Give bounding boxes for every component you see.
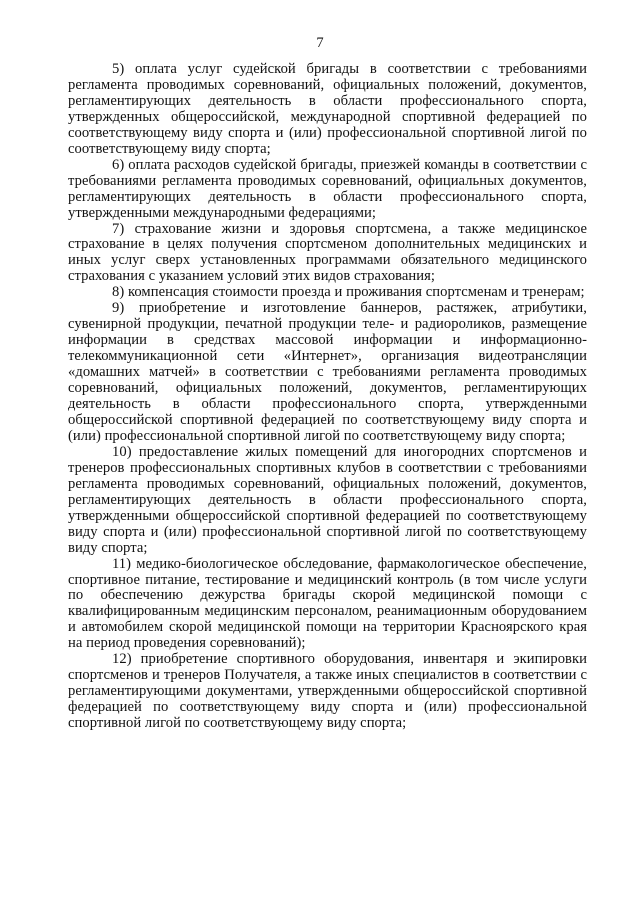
paragraph-item-6: 6) оплата расходов судейской бригады, приезжей команды в соответствии с требованиями регламента проводимых соревнований, официальных документов, регламентирующих деятельность в области профессионального спорта, утвержденными международными федерациями; — [68, 156, 587, 221]
paragraph-item-8: 8) компенсация стоимости проезда и проживания спортсменам и тренерам; — [112, 284, 585, 301]
paragraph-item-10: 10) предоставление жилых помещений для иногородних спортсменов и тренеров профессиональных спортивных клубов в соответствии с требованиями регламента проводимых соревнований, официальных положений, документов, регламентирующих деятельность в области профессионального спорта, утвержденными общероссийской спортивной федерацией по соответствующему виду спорта и (или) профессиональной спортивной лигой по соответствующему виду спорта; — [68, 443, 587, 556]
paragraph-item-5: 5) оплата услуг судейской бригады в соответствии с требованиями регламента проводимых соревнований, официальных положений, документов, регламентирующих деятельность в области профессионального спорта, утвержденных общероссийской, международной спортивной федерацией по соответствующему виду спорта и (или) профессиональной спортивной лигой по соответствующему виду спорта; — [68, 61, 587, 157]
paragraph-item-9: 9) приобретение и изготовление баннеров, растяжек, атрибутики, сувенирной продукции, печатной продукции теле- и радиороликов, размещение информации в средствах массовой информации и информационно-телекоммуникационной сети «Интернет», организация видеотрансляции «домашних матчей» в соответствии с требованиями регламента проводимых соревнований, официальных положений, документов, регламентирующих деятельность в области профессионального спорта, утвержденными общероссийской спортивной федерацией по соответствующему виду спорта и (или) профессиональной спортивной лигой по соответствующему виду спорта; — [68, 300, 587, 444]
body-text — [68, 62, 587, 732]
paragraph-item-7: 7) страхование жизни и здоровья спортсмена, а также медицинское страхование в целях получения спортсменом дополнительных медицинских и иных услуг сверх установленных программами обязательного медицинского страхования с указанием условий этих видов страхования; — [68, 220, 587, 285]
paragraph-item-11: 11) медико-биологическое обследование, фармакологическое обеспечение, спортивное питание, тестирование и медицинский контроль (в том числе услуги по обеспечению дежурства бригады скорой медицинской помощи с квалифицированным медицинским персоналом, реанимационным оборудованием и автомобилем скорой медицинской помощи на территории Красноярского края на период проведения соревнований); — [68, 555, 587, 652]
paragraph-item-12: 12) приобретение спортивного оборудования, инвентаря и экипировки спортсменов и тренеров Получателя, а также иных специалистов в соответствии с регламентирующими документами, утвержденными общероссийской спортивной федерацией по соответствующему виду спорта и (или) профессиональной спортивной лигой по соответствующему виду спорта; — [68, 651, 587, 732]
page-number: 7 — [316, 35, 324, 51]
